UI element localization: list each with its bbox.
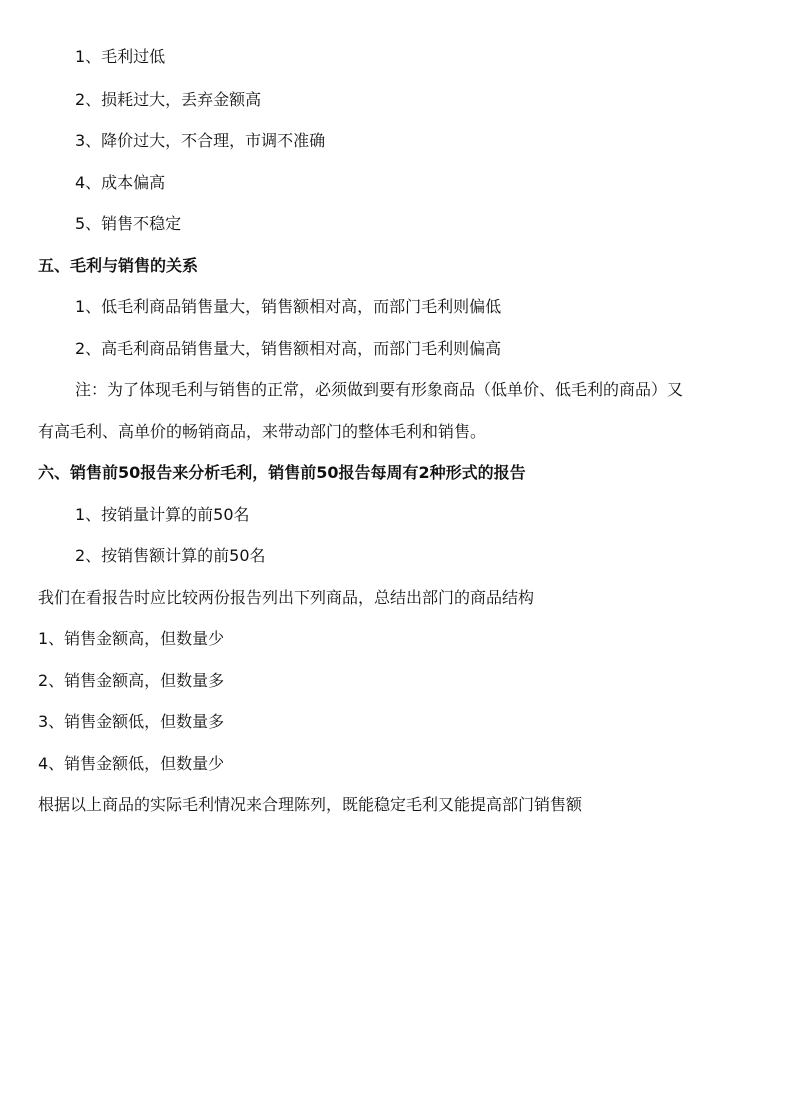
note-paragraph: 注：为了体现毛利与销售的正常，必须做到要有形象商品（低单价、低毛利的商品）又 [75,380,684,399]
list-item: 2、按销售额计算的前50名 [75,546,266,565]
list-item: 2、高毛利商品销售量大，销售额相对高，而部门毛利则偏高 [75,339,502,358]
list-item: 4、销售金额低，但数量少 [38,754,225,773]
list-item: 2、销售金额高，但数量多 [38,671,225,690]
paragraph: 我们在看报告时应比较两份报告列出下列商品，总结出部门的商品结构 [38,588,535,607]
list-item: 1、销售金额高，但数量少 [38,629,225,648]
paragraph: 根据以上商品的实际毛利情况来合理陈列，既能稳定毛利又能提高部门销售额 [38,795,583,814]
list-item: 2、损耗过大，丢弃金额高 [75,90,262,109]
list-item: 4、成本偏高 [75,173,166,192]
section-heading: 五、毛利与销售的关系 [38,256,199,275]
list-item: 5、销售不稳定 [75,214,182,233]
section-heading: 六、销售前50报告来分析毛利，销售前50报告每周有2种形式的报告 [38,463,526,482]
list-item: 3、销售金额低，但数量多 [38,712,225,731]
note-paragraph-continued: 有高毛利、高单价的畅销商品，来带动部门的整体毛利和销售。 [38,422,487,441]
list-item: 1、毛利过低 [75,47,166,66]
list-item: 1、低毛利商品销售量大，销售额相对高，而部门毛利则偏低 [75,297,502,316]
list-item: 3、降价过大，不合理，市调不准确 [75,131,326,150]
list-item: 1、按销量计算的前50名 [75,505,250,524]
